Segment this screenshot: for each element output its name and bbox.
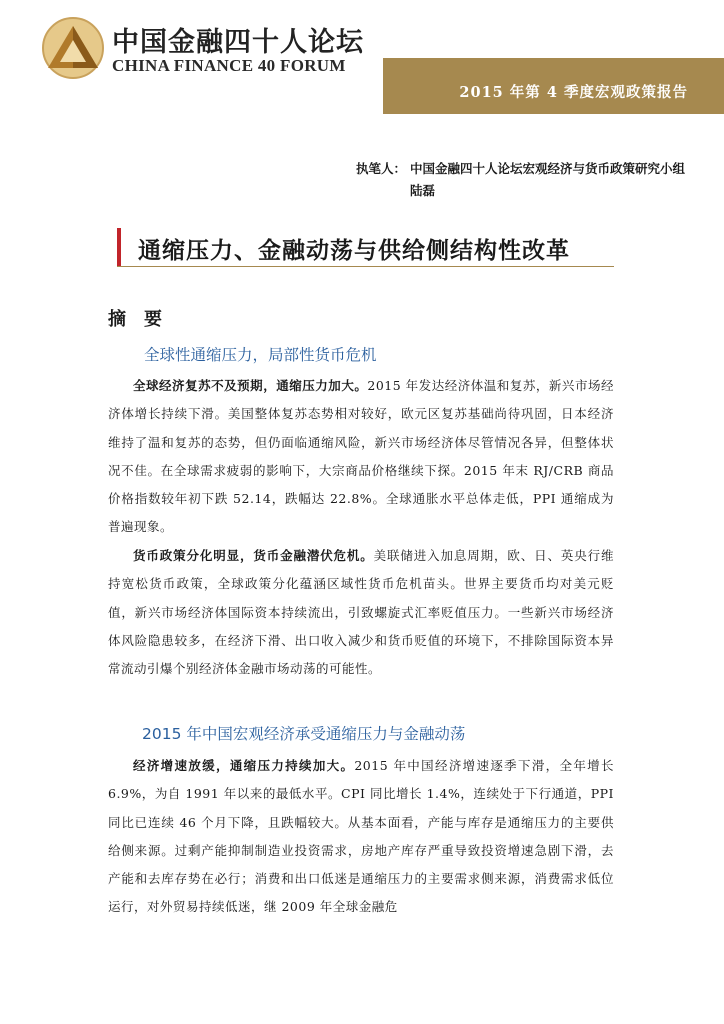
- section-heading-china: 2015 年中国宏观经济承受通缩压力与金融动荡: [142, 725, 466, 743]
- logo-chinese-name: 中国金融四十人论坛: [112, 27, 364, 58]
- forum-logo: [40, 16, 364, 80]
- authors-person: 陆磊: [410, 183, 436, 198]
- paragraph-lead: 全球经济复苏不及预期，通缩压力加大。: [133, 378, 368, 393]
- author-line-person: [356, 180, 685, 202]
- paragraph-body: 2015 年中国经济增速逐季下滑，全年增长 6.9%，为自 1991 年以来的最低水平。CPI 同比增长 1.4%，连续处于下行通道，PPI 同比已连续 46 个月下降，且跌幅较大。从基本面看，产能与库存是通缩压力的主要供给侧来源。过剩产能抑制制造业投资需求，房地产库存严重导致投资增速急剧下滑，去产能和去库存势在必行；消费和出口低迷是通缩压力的主要需求侧来源，消费需求低位运行，对外贸易持续低迷，继 2009 年全球金融危: [108, 758, 614, 915]
- paragraph-global-recovery: [108, 372, 614, 542]
- document-title: 通缩压力、金融动荡与供给侧结构性改革: [138, 237, 570, 264]
- report-banner: [383, 58, 724, 114]
- authors-block: [356, 158, 685, 202]
- paragraph-lead: 货币政策分化明显，货币金融潜伏危机。: [133, 548, 374, 563]
- paragraph-monetary-policy: [108, 542, 614, 683]
- pyramid-logo-icon: [40, 16, 106, 80]
- paragraph-lead: 经济增速放缓，通缩压力持续加大。: [133, 758, 355, 773]
- section-heading-global: 全球性通缩压力，局部性货币危机: [144, 346, 377, 364]
- paragraph-china-growth: [108, 752, 614, 928]
- logo-english-name: CHINA FINANCE 40 FORUM: [112, 56, 346, 75]
- paragraph-body: 2015 年发达经济体温和复苏，新兴市场经济体增长持续下滑。美国整体复苏态势相对较好，欧元区复苏基础尚待巩固，日本经济维持了温和复苏的态势，但仍面临通缩风险，新兴市场经济体尽管情况各异，但整体状况不佳。在全球需求疲弱的影响下，大宗商品价格继续下探。2015 年末 RJ/CRB 商品价格指数较年初下跌 52.14，跌幅达 22.8%。全球通胀水平总体走低，PPI 通缩成为普遍现象。: [108, 378, 614, 535]
- report-title: 2015 年第 4 季度宏观政策报告: [459, 84, 688, 101]
- author-line-group: [356, 158, 685, 180]
- title-underline: [117, 266, 614, 267]
- abstract-heading: 摘 要: [108, 309, 162, 330]
- paragraph-body: 美联储进入加息周期，欧、日、英央行维持宽松货币政策，全球政策分化蕴涵区域性货币危机苗头。世界主要货币均对美元贬值，新兴市场经济体国际资本持续流出，引致螺旋式汇率贬值压力。一些新兴市场经济体风险隐患较多，在经济下滑、出口收入减少和货币贬值的环境下，不排除国际资本异常流动引爆个别经济体金融市场动荡的可能性。: [108, 548, 614, 677]
- authors-label: 执笔人：: [356, 161, 407, 176]
- title-accent-bar: [117, 228, 121, 266]
- authors-group: 中国金融四十人论坛宏观经济与货币政策研究小组: [410, 161, 686, 176]
